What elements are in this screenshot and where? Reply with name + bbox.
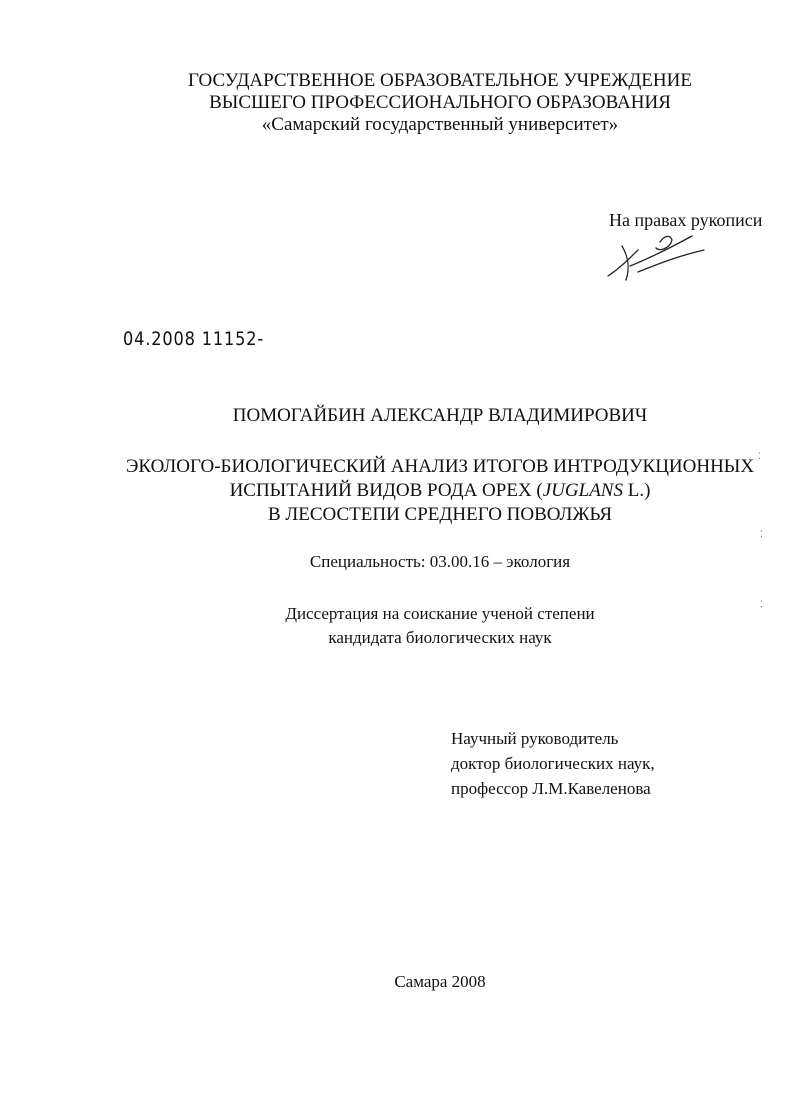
- title-line-3: В ЛЕСОСТЕПИ СРЕДНЕГО ПОВОЛЖЬЯ: [267, 504, 613, 525]
- degree-line-2: кандидата биологических наук: [328, 628, 552, 647]
- supervisor-line-1: Научный руководитель: [451, 729, 619, 748]
- degree-line-1: Диссертация на соискание ученой степени: [285, 604, 595, 623]
- title-line-1: ЭКОЛОГО-БИОЛОГИЧЕСКИЙ АНАЛИЗ ИТОГОВ ИНТРОДУКЦИОННЫХ: [125, 456, 755, 477]
- signature-image: [600, 228, 710, 288]
- author-name: ПОМОГАЙБИН АЛЕКСАНДР ВЛАДИМИРОВИЧ: [232, 405, 648, 426]
- degree-statement: [0, 602, 799, 650]
- institution-line-1: ГОСУДАРСТВЕННОЕ ОБРАЗОВАТЕЛЬНОЕ УЧРЕЖДЕНИЕ: [188, 70, 692, 91]
- specialty: Специальность: 03.00.16 – экология: [309, 552, 571, 571]
- scan-artifact: ⁚: [758, 452, 761, 462]
- institution-line-2: ВЫСШЕГО ПРОФЕССИОНАЛЬНОГО ОБРАЗОВАНИЯ: [209, 92, 671, 113]
- supervisor-block: [451, 726, 655, 801]
- title-genus-italic: JUGLANS: [542, 480, 623, 501]
- institution-line-3: «Самарский государственный университет»: [261, 114, 619, 135]
- scan-artifact: ⁚: [760, 600, 763, 610]
- title-line-2-prefix: ИСПЫТАНИЙ ВИДОВ РОДА ОРЕХ (: [229, 480, 543, 501]
- institution-header: [0, 70, 799, 136]
- scan-artifact: ⁚: [760, 530, 763, 540]
- dissertation-title: [0, 455, 799, 527]
- title-line-2: [0, 479, 799, 503]
- registration-stamp: 04.2008 11152-: [123, 328, 265, 350]
- place-and-year: Самара 2008: [394, 972, 486, 991]
- manuscript-rights-note: На правах рукописи: [609, 210, 763, 230]
- supervisor-line-3: профессор Л.М.Кавеленова: [451, 779, 651, 798]
- title-line-2-suffix: L.): [622, 480, 651, 501]
- supervisor-line-2: доктор биологических наук,: [451, 754, 655, 773]
